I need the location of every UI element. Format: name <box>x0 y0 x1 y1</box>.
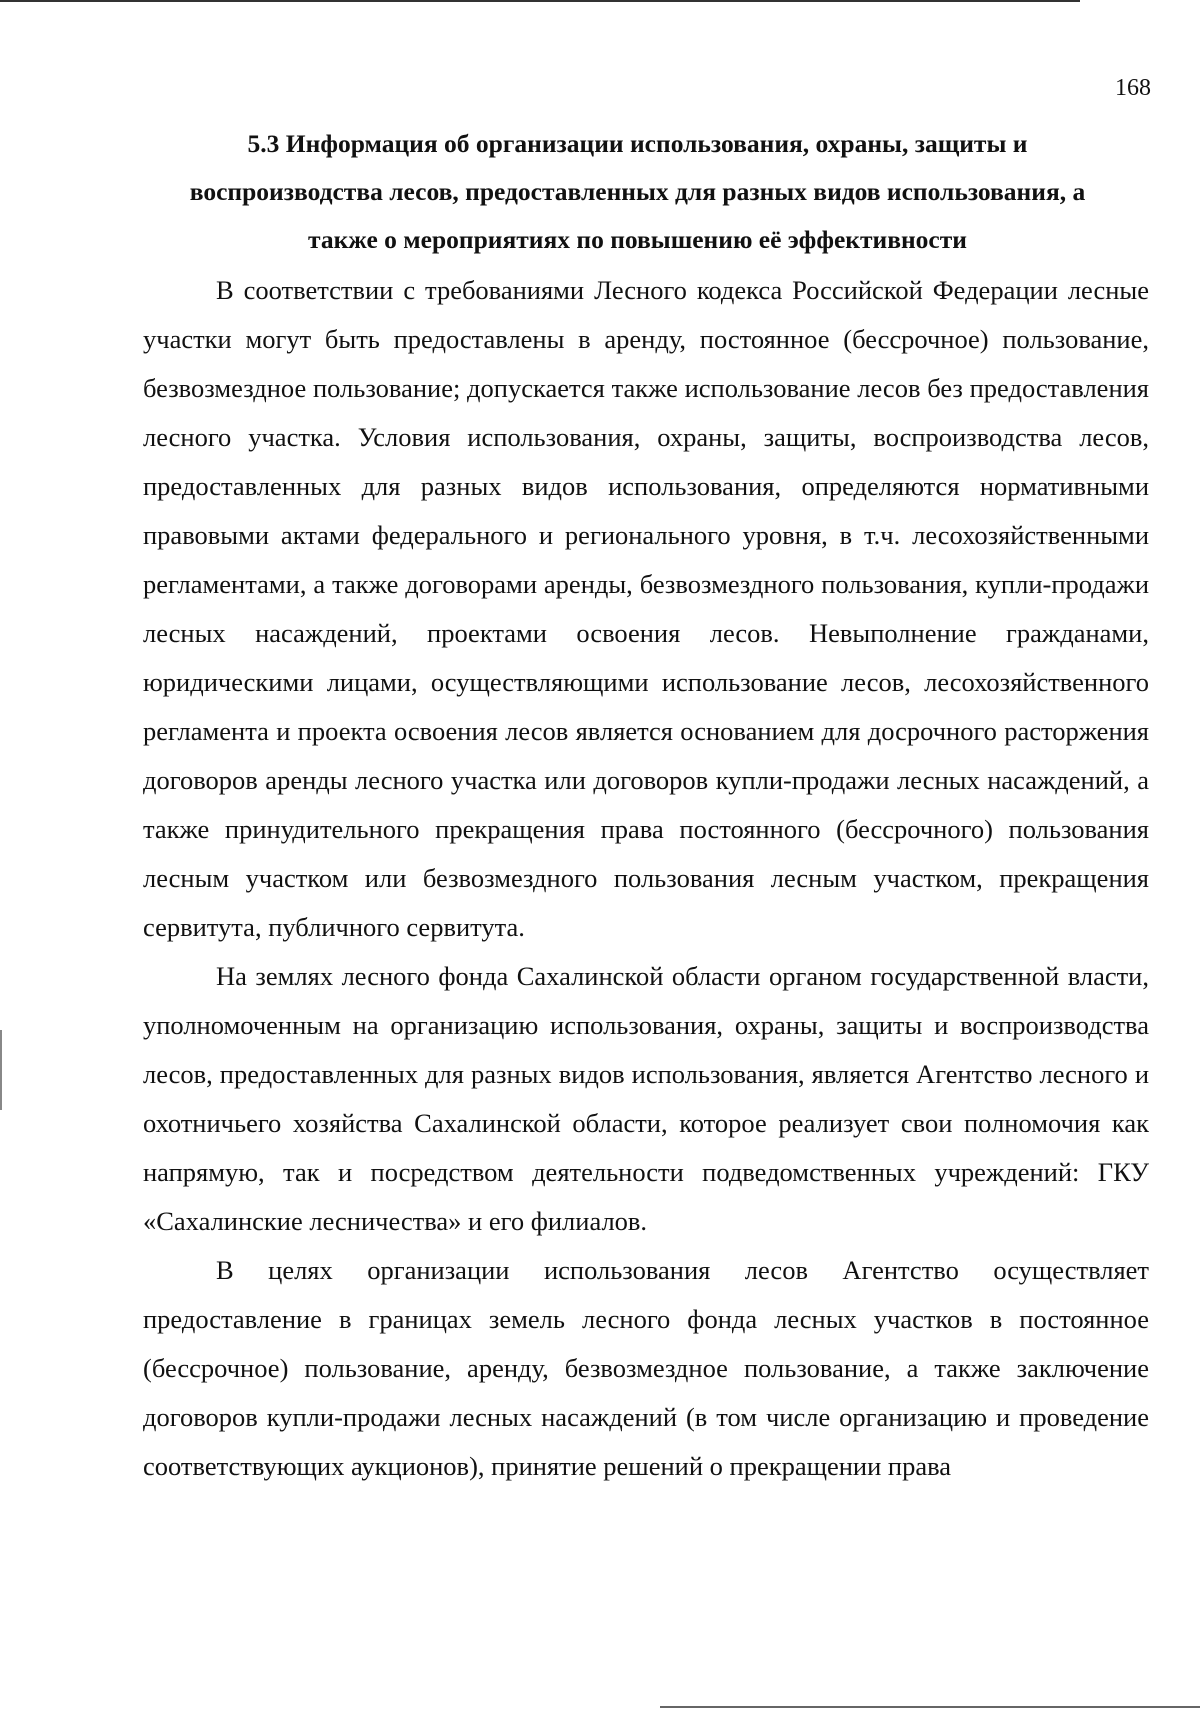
scan-edge-left <box>0 1030 2 1110</box>
paragraph-3: В целях организации использования лесов Агентство осуществляет предоставление в границах земель лесного фонда лесных участков в постоянное (бессрочное) пользование, аренду, безвозмездное пользование, а также заключение договоров купли-продажи лесных насаждений (в том числе организацию и проведение соответствующих аукционов), принятие решений о прекращении права <box>143 1255 1149 1481</box>
section-heading-line-1: 5.3 Информация об организации использования, охраны, защиты и <box>247 129 1028 158</box>
scan-edge-top <box>0 0 1080 2</box>
body-text <box>143 266 1149 1491</box>
page-number: 168 <box>1115 75 1151 101</box>
paragraph-2: На землях лесного фонда Сахалинской области органом государственной власти, уполномоченным на организацию использования, охраны, защиты и воспроизводства лесов, предоставленных для разных видов использования, является Агентство лесного и охотничьего хозяйства Сахалинской области, которое реализует свои полномочия как напрямую, так и посредством деятельности подведомственных учреждений: ГКУ «Сахалинские лесничества» и его филиалов. <box>143 961 1149 1236</box>
section-heading-line-2: воспроизводства лесов, предоставленных для разных видов использования, а <box>189 177 1086 206</box>
paragraph-1: В соответствии с требованиями Лесного кодекса Российской Федерации лесные участки могут быть предоставлены в аренду, постоянное (бессрочное) пользование, безвозмездное пользование; допускается также использование лесов без предоставления лесного участка. Условия использования, охраны, защиты, воспроизводства лесов, предоставленных для разных видов использования, определяются нормативными правовыми актами федерального и регионального уровня, в т.ч. лесохозяйственными регламентами, а также договорами аренды, безвозмездного пользования, купли-продажи лесных насаждений, проектами освоения лесов. Невыполнение гражданами, юридическими лицами, осуществляющими использование лесов, лесохозяйственного регламента и проекта освоения лесов является основанием для досрочного расторжения договоров аренды лесного участка или договоров купли-продажи лесных насаждений, а также принудительного прекращения права постоянного (бессрочного) пользования лесным участком или безвозмездного пользования лесным участком, прекращения сервитута, публичного сервитута. <box>143 275 1149 942</box>
scan-edge-bottom <box>660 1706 1200 1708</box>
section-heading-line-3: также о мероприятиях по повышению её эффективности <box>308 225 967 254</box>
section-heading <box>130 120 1145 264</box>
